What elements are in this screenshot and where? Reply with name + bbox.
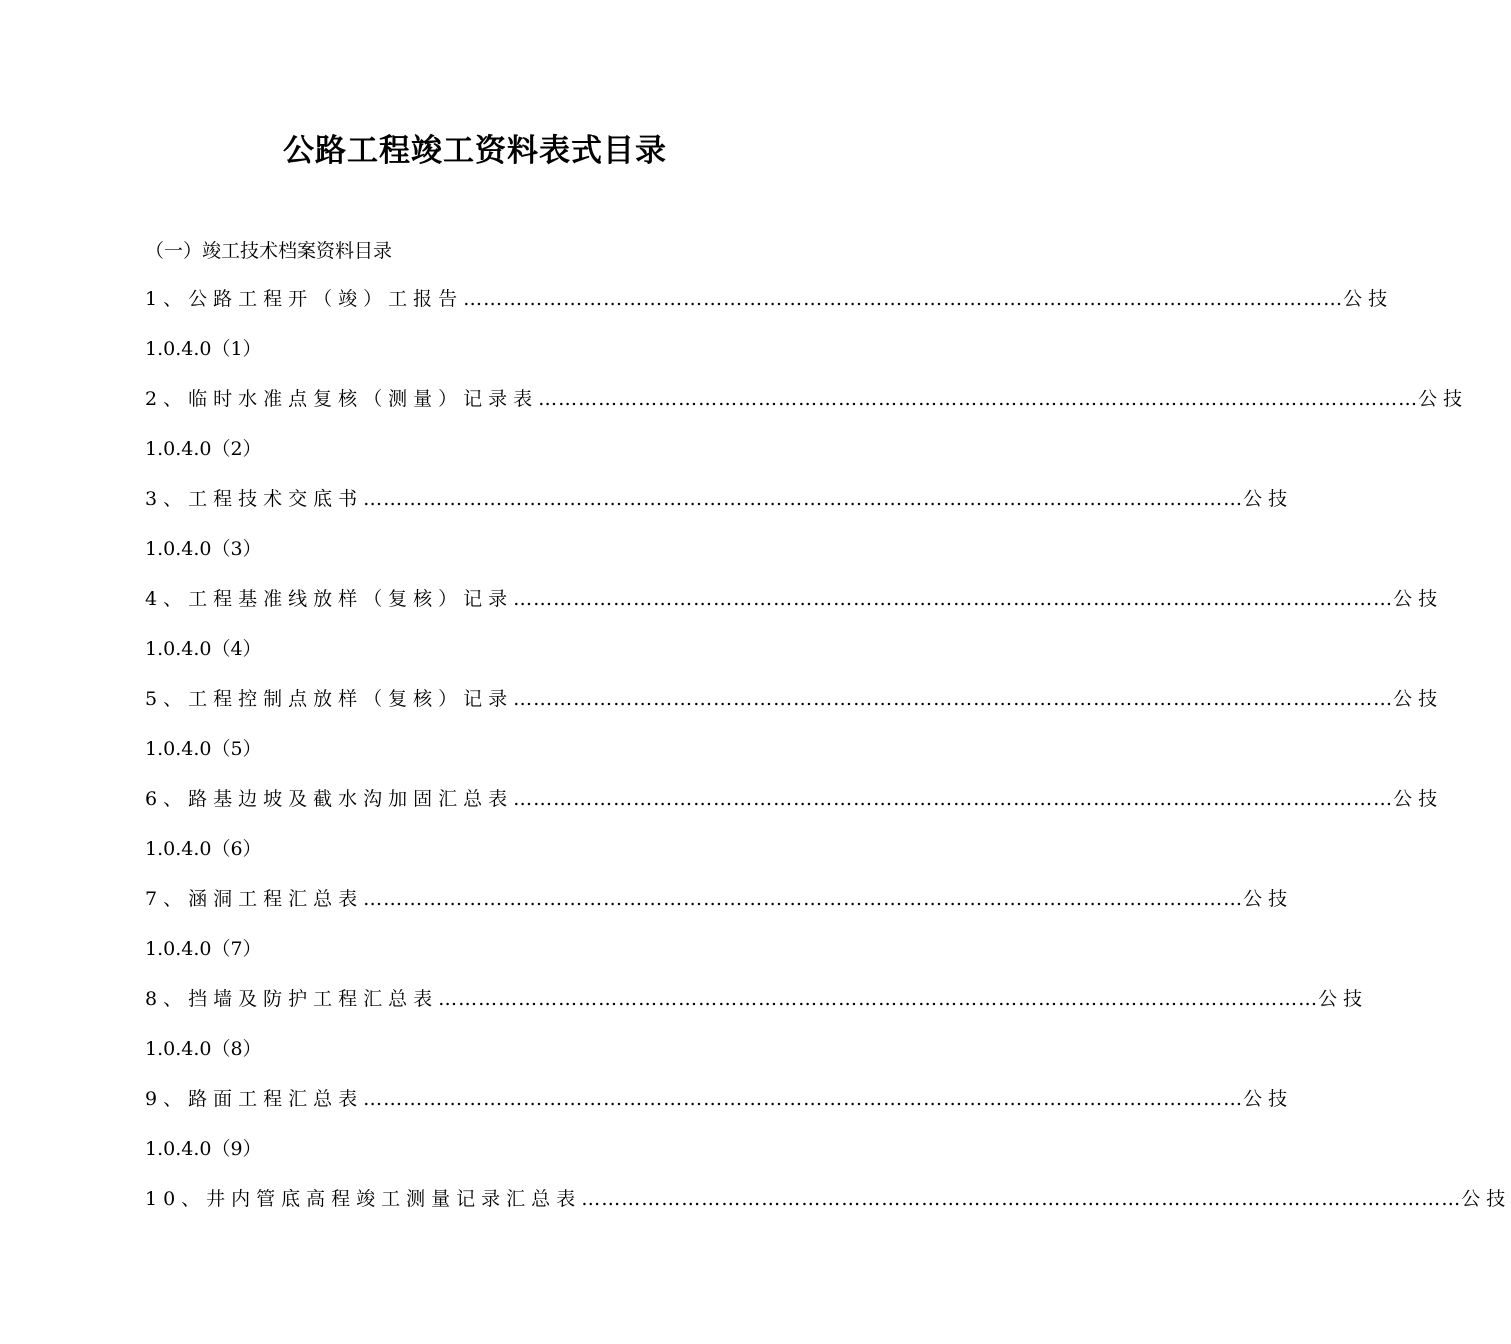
document-title: 公路工程竣工资料表式目录	[283, 133, 667, 169]
toc-leader-dots	[363, 884, 1243, 914]
toc-entry-suffix: 公技	[1243, 888, 1294, 910]
toc-entry-name: 8、挡墙及防护工程汇总表	[145, 988, 439, 1010]
toc-entry-code: 1.0.4.0（8）	[145, 1038, 262, 1060]
toc-leader-dots	[438, 984, 1318, 1014]
toc-entry-name: 6、路基边坡及截水沟加固汇总表	[145, 788, 514, 810]
toc-entry-name: 1、公路工程开（竣）工报告	[145, 288, 464, 310]
toc-entry-suffix: 公技	[1243, 1088, 1294, 1110]
toc-entry-code: 1.0.4.0（7）	[145, 938, 262, 960]
toc-entry	[145, 384, 1469, 484]
toc-entry-suffix: 公技	[1243, 488, 1294, 510]
toc-entry-code: 1.0.4.0（6）	[145, 838, 262, 860]
toc-leader-dots	[513, 584, 1393, 614]
toc-entry-line	[145, 1184, 1511, 1234]
toc-entry-line	[145, 784, 1444, 834]
toc-entry	[145, 584, 1444, 684]
toc-entry-suffix: 公技	[1318, 988, 1369, 1010]
toc-leader-dots	[513, 784, 1393, 814]
toc-list	[145, 284, 1511, 1234]
toc-entry	[145, 684, 1444, 784]
toc-entry-suffix: 公技	[1393, 788, 1444, 810]
toc-entry-code: 1.0.4.0（1）	[145, 338, 262, 360]
toc-entry-code: 1.0.4.0（2）	[145, 438, 262, 460]
toc-entry	[145, 1084, 1294, 1184]
toc-entry-line	[145, 584, 1444, 634]
toc-leader-dots	[363, 1084, 1243, 1114]
toc-entry	[145, 484, 1294, 584]
toc-entry-code: 1.0.4.0（5）	[145, 738, 262, 760]
toc-entry-suffix: 公技	[1418, 388, 1469, 410]
toc-entry-name: 4、工程基准线放样（复核）记录	[145, 588, 514, 610]
toc-entry-suffix: 公技	[1461, 1188, 1511, 1210]
toc-entry-name: 10、井内管底高程竣工测量记录汇总表	[145, 1188, 582, 1210]
toc-leader-dots	[513, 684, 1393, 714]
toc-entry-line	[145, 984, 1369, 1034]
toc-entry-code: 1.0.4.0（9）	[145, 1138, 262, 1160]
toc-entry-code: 1.0.4.0（4）	[145, 638, 262, 660]
toc-entry-code: 1.0.4.0（3）	[145, 538, 262, 560]
toc-entry-name: 7、涵洞工程汇总表	[145, 888, 364, 910]
toc-leader-dots	[538, 384, 1418, 414]
toc-entry	[145, 1184, 1511, 1234]
toc-entry-line	[145, 484, 1294, 534]
toc-entry	[145, 884, 1294, 984]
toc-entry-suffix: 公技	[1393, 688, 1444, 710]
toc-entry	[145, 984, 1369, 1084]
toc-entry	[145, 284, 1394, 384]
toc-leader-dots	[581, 1184, 1461, 1214]
toc-entry-suffix: 公技	[1343, 288, 1394, 310]
toc-leader-dots	[463, 284, 1343, 314]
toc-entry-line	[145, 384, 1469, 434]
toc-entry	[145, 784, 1444, 884]
toc-entry-name: 5、工程控制点放样（复核）记录	[145, 688, 514, 710]
toc-entry-name: 9、路面工程汇总表	[145, 1088, 364, 1110]
toc-entry-line	[145, 284, 1394, 334]
toc-entry-name: 3、工程技术交底书	[145, 488, 364, 510]
section-heading: （一）竣工技术档案资料目录	[145, 240, 393, 262]
toc-entry-line	[145, 884, 1294, 934]
toc-entry-line	[145, 1084, 1294, 1134]
toc-entry-suffix: 公技	[1393, 588, 1444, 610]
toc-leader-dots	[363, 484, 1243, 514]
toc-entry-line	[145, 684, 1444, 734]
toc-entry-name: 2、临时水准点复核（测量）记录表	[145, 388, 539, 410]
